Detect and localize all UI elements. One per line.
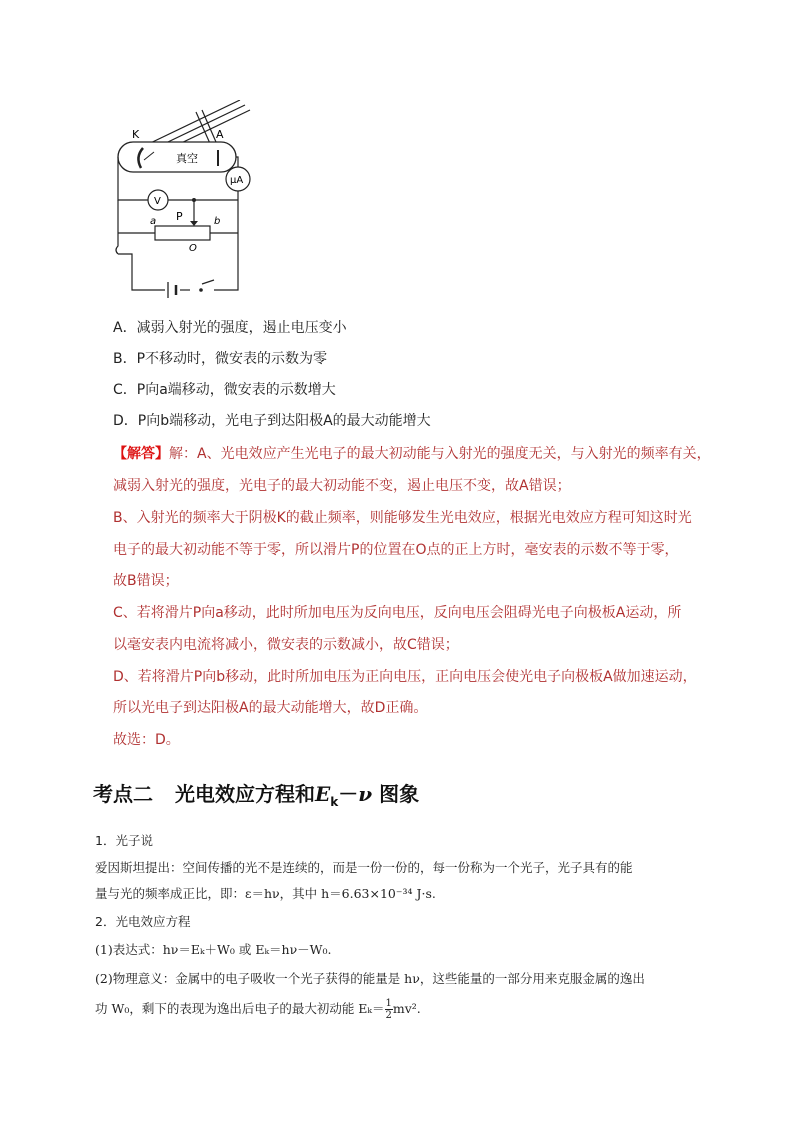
- physical-meaning-line-2: 功 W₀，剩下的表现为逸出后电子的最大初动能 Eₖ＝ $\frac{1}{2}$ mv².: [95, 998, 421, 1021]
- section-heading: 考点二 光电效应方程和$E_k-\nu$ 图象: [93, 782, 420, 809]
- label-microammeter: μA: [230, 175, 244, 186]
- label-slider-p: P: [176, 210, 183, 223]
- switch-pivot: [199, 288, 203, 292]
- answer-line-9: 所以光电子到达阳极A的最大动能增大，故D正确。: [113, 700, 428, 716]
- answer-line-10: 故选：D。: [113, 732, 180, 748]
- label-vacuum: 真空: [176, 152, 198, 165]
- label-end-b: b: [214, 216, 221, 227]
- equation-heading: 2．光电效应方程: [95, 914, 191, 929]
- option-b: B．P不移动时，微安表的示数为零: [113, 351, 328, 367]
- answer-line-4: 电子的最大初动能不等于零，所以滑片P的位置在O点的正上方时，毫安表的示数不等于零，: [113, 542, 679, 558]
- answer-line-6: C、若将滑片P向a移动，此时所加电压为反向电压，反向电压会阻碍光电子向极板A运动，所: [113, 605, 682, 621]
- photon-theory-heading: 1．光子说: [95, 833, 153, 848]
- answer-tag: 【解答】: [113, 446, 169, 462]
- slider-arrow: [190, 221, 198, 226]
- one-half-fraction: $\frac{1}{2}$: [385, 998, 392, 1021]
- option-c: C．P向a端移动，微安表的示数增大: [113, 382, 336, 398]
- label-end-a: a: [150, 216, 157, 227]
- rheostat: [155, 226, 210, 240]
- answer-line-7: 以毫安表内电流将减小，微安表的示数减小，故C错误；: [113, 637, 459, 653]
- option-d: D．P向b端移动，光电子到达阳极A的最大动能增大: [113, 413, 431, 429]
- photon-theory-line-2: 量与光的频率成正比，即：ε＝hν，其中 h＝6.63×10⁻³⁴ J·s.: [95, 886, 436, 901]
- answer-line-5: 故B错误；: [113, 573, 179, 589]
- label-voltmeter: V: [154, 196, 161, 207]
- junction-dot: [192, 198, 196, 202]
- answer-line-3: B、入射光的频率大于阴极K的截止频率，则能够发生光电效应，根据光电效应方程可知这时光: [113, 510, 692, 526]
- equation-expression: (1)表达式：hν＝Eₖ＋W₀ 或 Eₖ＝hν－W₀.: [95, 942, 332, 957]
- option-a: A．减弱入射光的强度，遏止电压变小: [113, 320, 347, 336]
- label-a-anode: A: [216, 128, 224, 141]
- label-point-o: O: [189, 243, 197, 254]
- answer-line-2: 减弱入射光的强度，光电子的最大初动能不变，遏止电压不变，故A错误；: [113, 478, 571, 494]
- photon-theory-line-1: 爱因斯坦提出：空间传播的光不是连续的，而是一份一份的，每一份称为一个光子，光子具有的能: [95, 860, 633, 875]
- label-k: K: [132, 128, 140, 141]
- answer-line-1: 【解答】解：A、光电效应产生光电子的最大初动能与入射光的强度无关，与入射光的频率有关，: [113, 446, 711, 462]
- photoelectric-circuit-diagram: [110, 100, 270, 300]
- physical-meaning-line-1: (2)物理意义：金属中的电子吸收一个光子获得的能量是 hν，这些能量的一部分用来克服金属的逸出: [95, 971, 645, 986]
- answer-line-8: D、若将滑片P向b移动，此时所加电压为正向电压，正向电压会使光电子向极板A做加速运动，: [113, 669, 697, 685]
